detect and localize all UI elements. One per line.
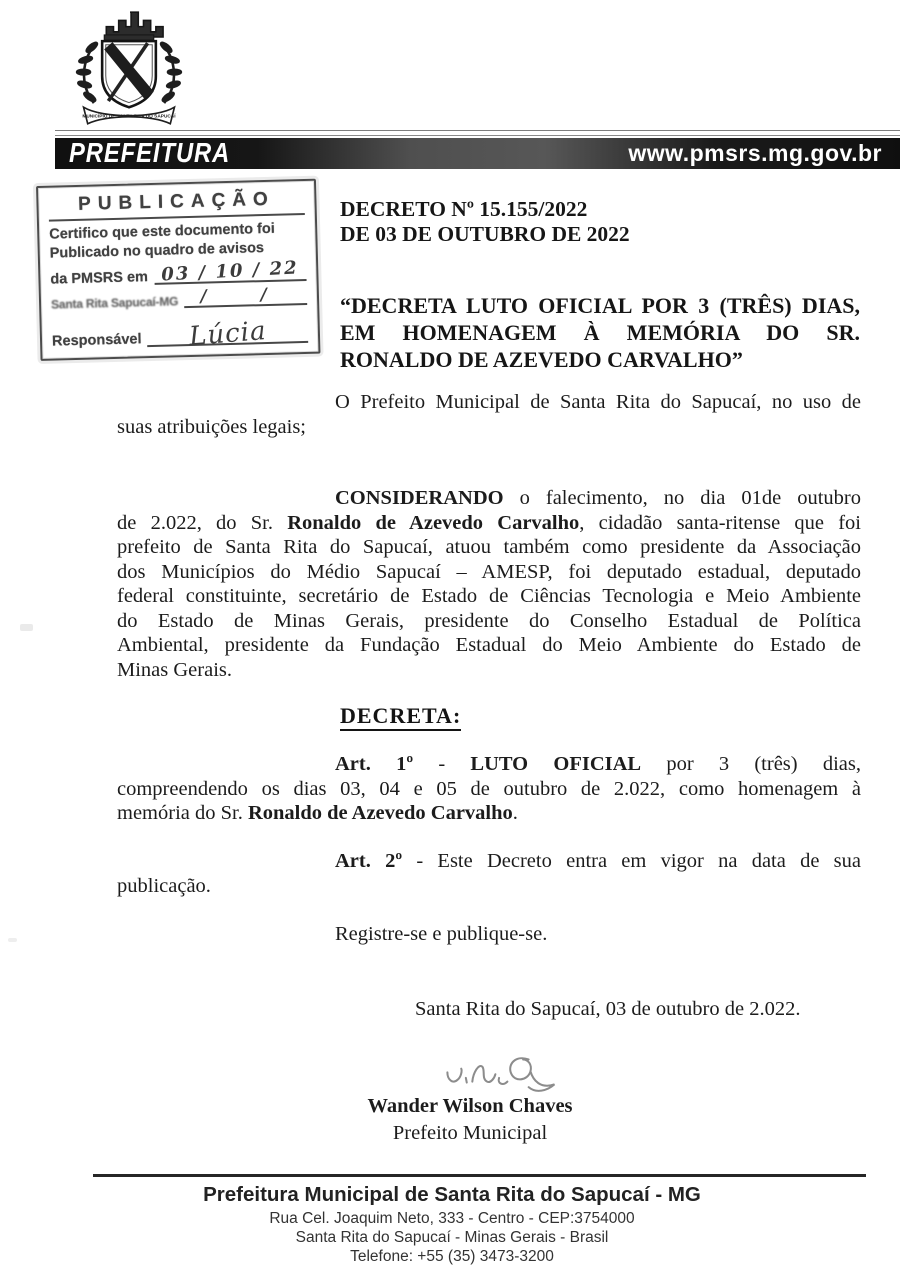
intro-paragraph [117, 390, 861, 439]
text-run: do Estado de Minas Gerais, presidente do Conselho Estadual de Política [117, 609, 861, 632]
text-line [117, 849, 861, 874]
footer-city: Santa Rita do Sapucaí - Minas Gerais - Brasil [295, 1229, 609, 1246]
text-run: por 3 (três) dias, [641, 753, 861, 775]
decreta-heading-text: DECRETA: [340, 703, 461, 731]
header-rule [55, 130, 900, 136]
text-run: federal constituinte, secretário de Estado de Ciências Tecnologia e Meio Ambiente [117, 585, 861, 607]
text-line [117, 633, 861, 658]
text-run: Registre-se e publique-se. [335, 923, 548, 945]
considerando-paragraph [117, 486, 861, 682]
stamp-date-label: da PMSRS em [50, 269, 149, 288]
footer-address: Rua Cel. Joaquim Neto, 333 - Centro - CEP:3754000 [269, 1210, 635, 1227]
header-banner [55, 138, 900, 169]
text-run: prefeito de Santa Rita do Sapucaí, atuou também como presidente da Associação [117, 536, 861, 558]
bold-text-run: “DECRETA LUTO OFICIAL POR 3 (TRÊS) DIAS, [340, 293, 860, 318]
footer-phone: Telefone: +55 (35) 3473-3200 [350, 1248, 554, 1265]
text-line [340, 292, 860, 319]
mural-crown [104, 12, 163, 40]
text-run: O Prefeito Municipal de Santa Rita do Sapucaí, no uso de [335, 391, 861, 413]
text-line [117, 415, 861, 440]
text-run: dos Municípios do Médio Sapucaí – AMESP, foi deputado estadual, deputado [117, 560, 861, 583]
motto-ribbon [82, 107, 176, 124]
text-line [340, 346, 860, 373]
decree-number-line2: DE 03 DE OUTUBRO DE 2022 [340, 222, 630, 246]
text-run: . [512, 802, 518, 824]
shield [102, 41, 156, 107]
publication-stamp [36, 179, 320, 361]
stamp-handwritten-signature: Lúcia [188, 316, 268, 353]
text-line [117, 874, 861, 899]
text-line [117, 752, 861, 777]
decree-number-line1: DECRETO Nº 15.155/2022 [340, 197, 588, 221]
stamp-handwritten-slashes: / / [200, 284, 291, 307]
text-run: suas atribuições legais; [117, 415, 307, 438]
text-line [117, 609, 861, 634]
text-run: o falecimento, no dia 01de outubro [503, 487, 861, 509]
text-run: publicação. [117, 874, 211, 897]
text-line [117, 560, 861, 585]
stamp-date-row [50, 257, 306, 288]
bold-text-run: CONSIDERANDO [335, 487, 504, 509]
stamp-responsible-row [51, 315, 309, 353]
bold-text-run: Ronaldo de Azevedo Carvalho [287, 511, 580, 534]
stamp-line2: Publicado no quadro de avisos [49, 240, 265, 262]
text-run: Minas Gerais. [117, 658, 233, 681]
text-line [117, 922, 861, 947]
bold-text-run: RONALDO DE AZEVEDO CARVALHO” [340, 347, 743, 372]
text-line [340, 319, 860, 346]
ribbon-text: MUNICÍPIO DE SANTA RITA DO SAPUCAÍ [82, 114, 176, 120]
scan-artifact [20, 624, 33, 631]
bold-text-run: LUTO OFICIAL [470, 753, 642, 775]
footer [0, 1183, 904, 1266]
stamp-city-row [51, 286, 307, 312]
signer-role: Prefeito Municipal [392, 1122, 548, 1144]
text-line [117, 658, 861, 683]
text-line [117, 390, 861, 415]
stamp-responsible-label: Responsável [51, 331, 142, 350]
bold-text-run: Art. 1º [335, 753, 414, 775]
text-line [117, 486, 861, 511]
text-run: memória do Sr. [117, 802, 248, 824]
registre-paragraph [117, 922, 861, 947]
footer-rule [93, 1174, 866, 1177]
stamp-handwritten-date: 03 / 10 / 22 [160, 257, 300, 286]
article-2-paragraph [117, 849, 861, 898]
text-line [117, 535, 861, 560]
bold-text-run: Art. 2º [335, 850, 403, 872]
text-line [117, 584, 861, 609]
text-run: Ambiental, presidente da Fundação Estadual do Meio Ambiente do Estado de [117, 634, 861, 656]
signature-block [340, 1093, 600, 1147]
text-run: - Este Decreto entra em vigor na data de sua [402, 850, 862, 872]
decree-number [340, 197, 630, 247]
city-coat-of-arms-icon [64, 6, 194, 132]
signer-name: Wander Wilson Chaves [367, 1095, 573, 1117]
decree-title [340, 292, 860, 373]
text-run: , cidadão santa-ritense que foi [579, 511, 861, 534]
scan-artifact [8, 938, 17, 942]
text-run: - [413, 753, 471, 775]
text-run: compreendendo os dias 03, 04 e 05 de outubro de 2.022, como homenagem à [117, 777, 861, 800]
decreta-heading [340, 703, 461, 728]
place-date-line: Santa Rita do Sapucaí, 03 de outubro de 2.022. [415, 998, 801, 1020]
text-line [117, 801, 861, 826]
footer-org-name: Prefeitura Municipal de Santa Rita do Sapucaí - MG [203, 1183, 701, 1206]
banner-prefeitura-label: PREFEITURA [69, 137, 231, 169]
stamp-title: PUBLICAÇÃO [48, 188, 305, 222]
bold-text-run: EM HOMENAGEM À MEMÓRIA DO SR. [340, 320, 860, 345]
stamp-line1: Certifico que este documento foi [49, 220, 276, 243]
stamp-city-label: Santa Rita Sapucaí-MG [50, 294, 179, 312]
text-line [117, 511, 861, 536]
text-line [117, 777, 861, 802]
banner-website-url: www.pmsrs.mg.gov.br [628, 140, 882, 166]
bold-text-run: Ronaldo de Azevedo Carvalho [247, 802, 513, 824]
text-run: de 2.022, do Sr. [117, 511, 288, 534]
article-1-paragraph [117, 752, 861, 826]
